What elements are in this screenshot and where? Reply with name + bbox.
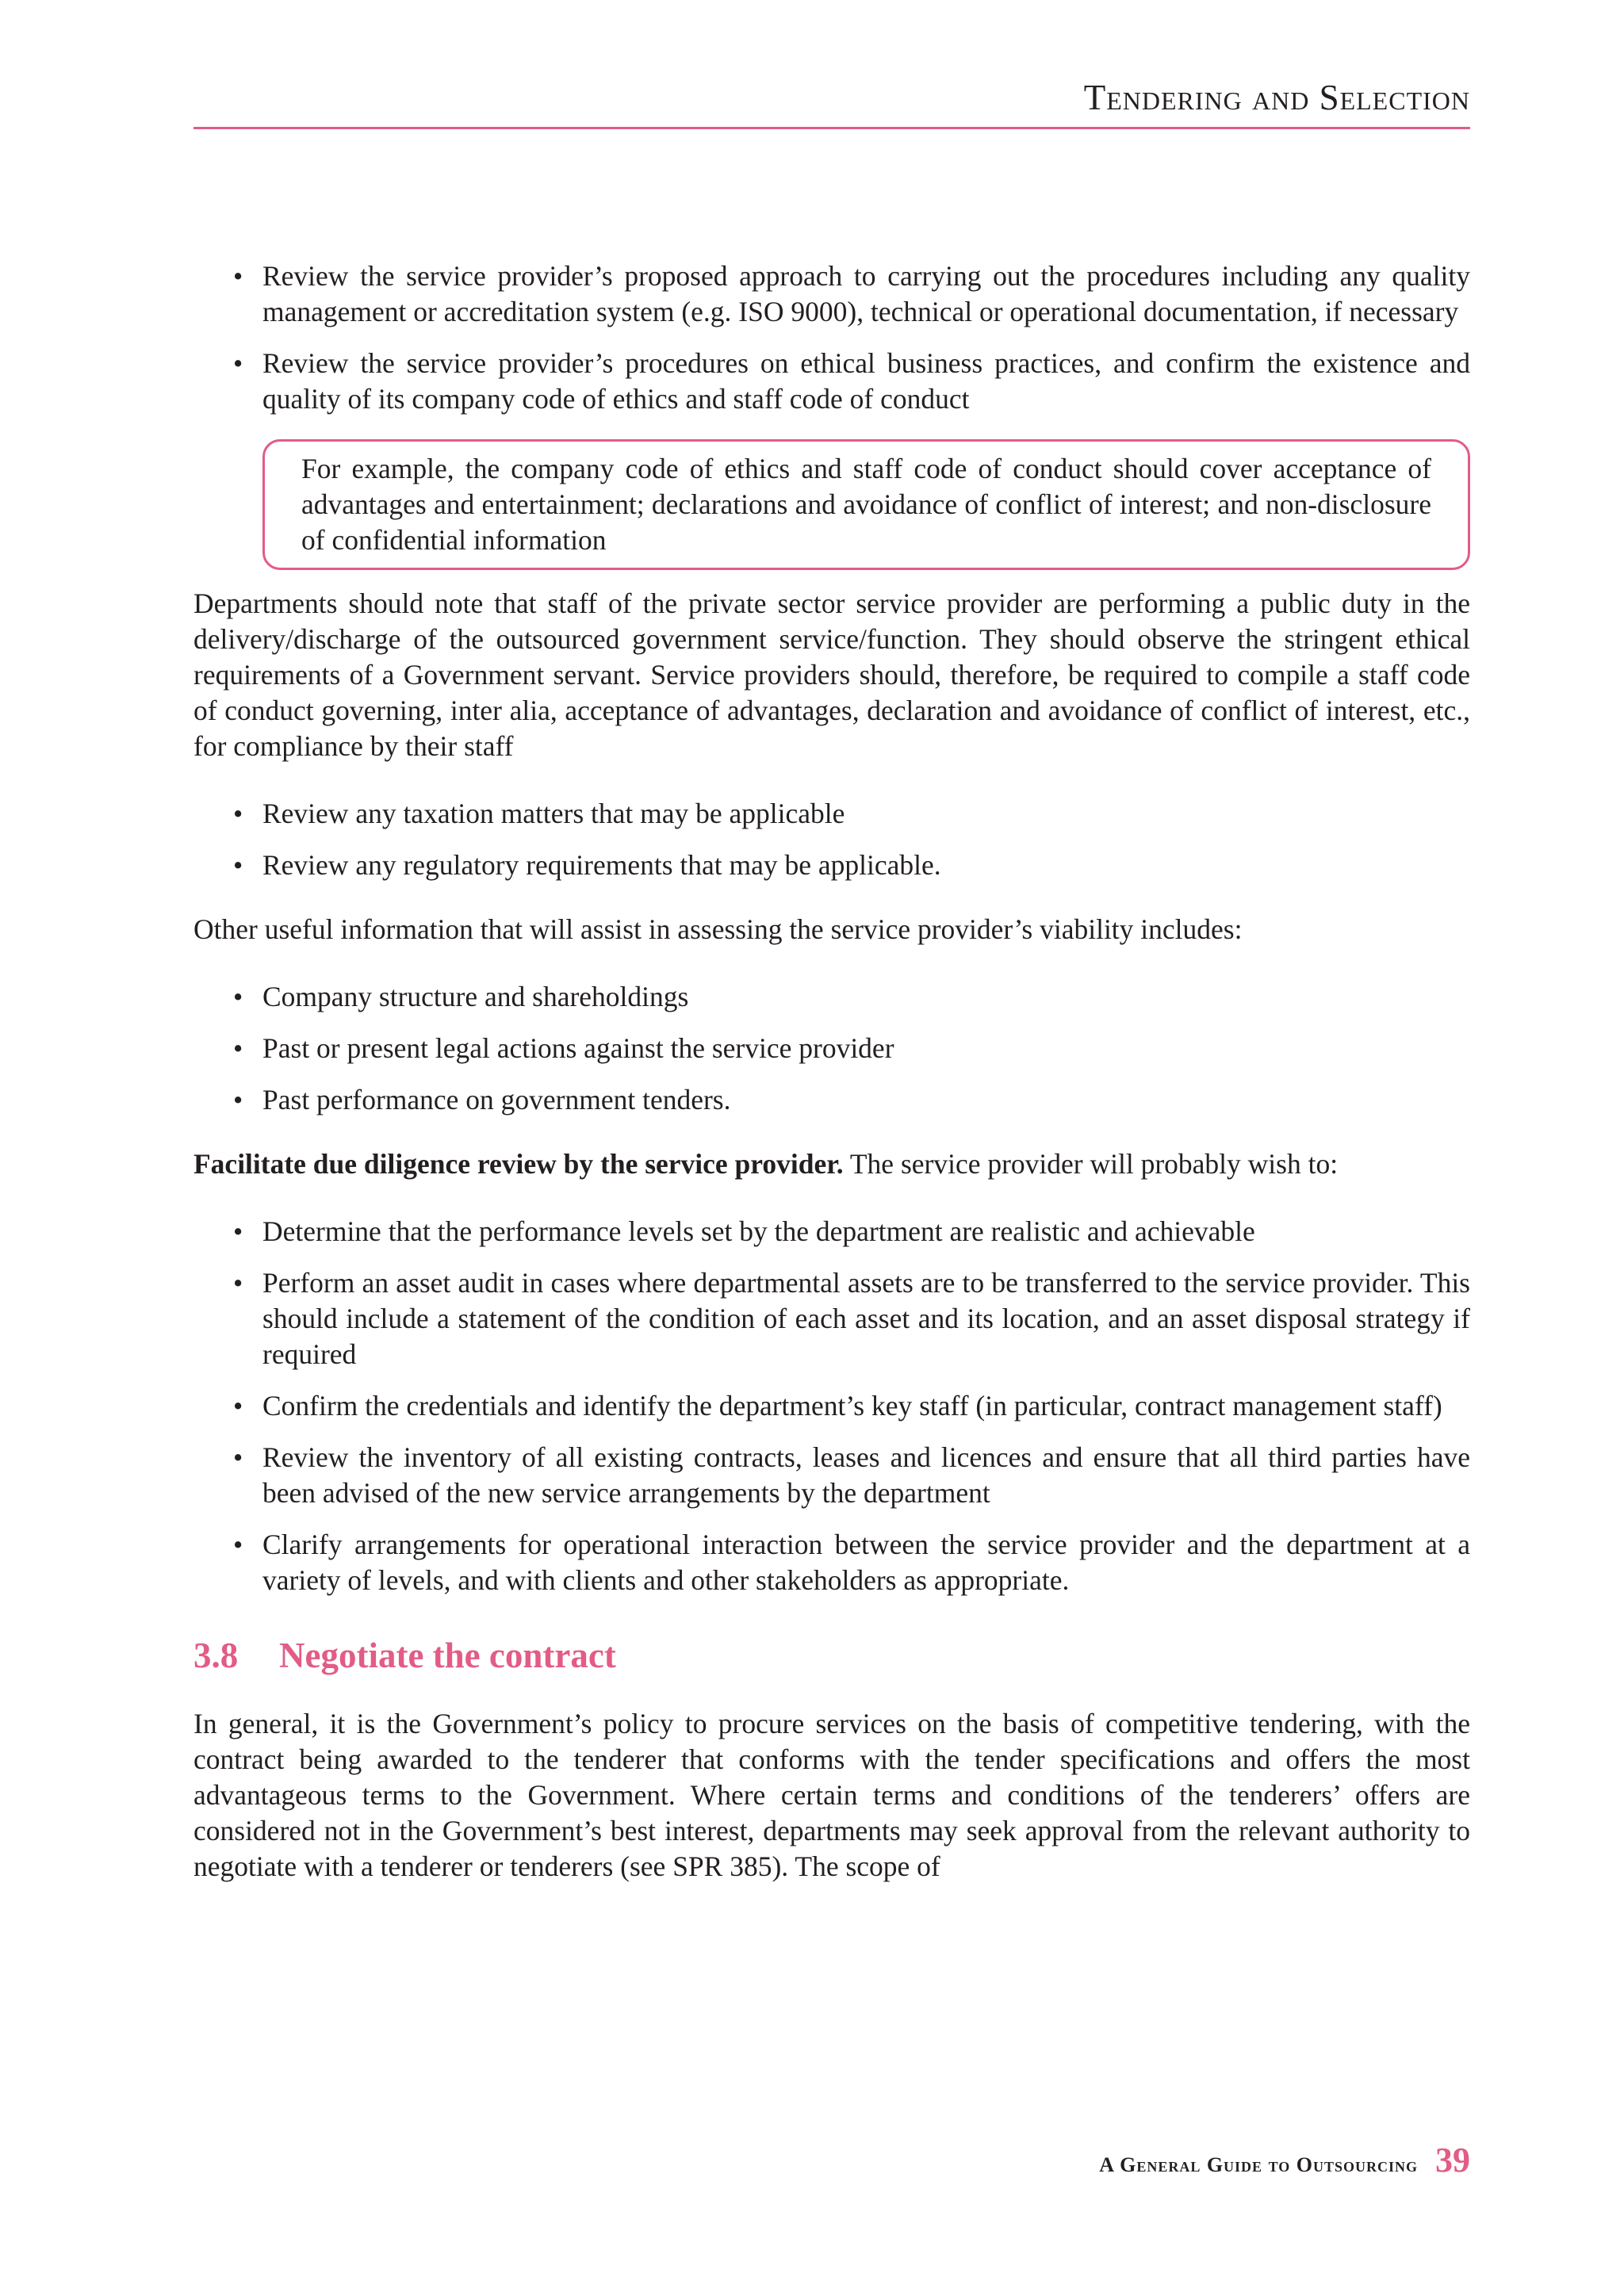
section-number: 3.8 bbox=[193, 1636, 239, 1675]
paragraph-departments: Departments should note that staff of the private sector service provider are performing a public duty in the delivery/discharge of the outsourced government service/function. They should observe the stringent ethical requirements of a Government servant. Service providers should, therefore, be required to compile a staff code of conduct governing, inter alia, acceptance of advantages, declaration and avoidance of conflict of interest, etc., for compliance by their staff bbox=[193, 587, 1470, 762]
running-header: Tendering and Selection bbox=[1083, 78, 1470, 117]
list-item: • Review any regulatory requirements that may be applicable. bbox=[262, 848, 1470, 883]
section-heading bbox=[193, 1633, 1470, 1678]
viability-bullet-list bbox=[193, 979, 1470, 1118]
list-item: • Clarify arrangements for operational interaction between the service provider and the department at a variety of levels, and with clients and other stakeholders as appropriate. bbox=[262, 1527, 1470, 1598]
list-item: • Past performance on government tenders. bbox=[262, 1082, 1470, 1118]
review-bullet-list bbox=[193, 258, 1470, 417]
list-item: • Confirm the credentials and identify the department’s key staff (in particular, contract management staff) bbox=[262, 1388, 1470, 1424]
due-diligence-bullet-list bbox=[193, 1214, 1470, 1598]
paragraph-general: In general, it is the Government’s policy to procure services on the basis of competitive tendering, with the contract being awarded to the tenderer that conforms with the tender specifications and offers the most advantageous terms to the Government. Where certain terms and conditions of the tenderers’ offers are considered not in the Government’s best interest, departments may seek approval from the relevant authority to negotiate with a tenderer or tenderers (see SPR 385). The scope of bbox=[193, 1708, 1470, 1882]
body-content bbox=[193, 258, 1470, 1885]
footer-guide-title: A General Guide to Outsourcing bbox=[1099, 2153, 1418, 2176]
paragraph-facilitate bbox=[193, 1146, 1470, 1182]
header-rule bbox=[193, 127, 1470, 129]
example-callout-box: For example, the company code of ethics and staff code of conduct should cover acceptance of advantages and entertainment; declarations and avoidance of conflict of interest; and non-disclosure of confidential information bbox=[262, 439, 1470, 570]
list-item: • Determine that the performance levels set by the department are realistic and achievable bbox=[262, 1214, 1470, 1249]
list-item: • Review any taxation matters that may be applicable bbox=[262, 796, 1470, 832]
list-item: • Review the inventory of all existing contracts, leases and licences and ensure that all third parties have been advised of the new service arrangements by the department bbox=[262, 1440, 1470, 1511]
list-item: • Review the service provider’s proposed approach to carrying out the procedures including any quality management or accreditation system (e.g. ISO 9000), technical or operational documentation, if necessary bbox=[262, 258, 1470, 330]
paragraph-other-info: Other useful information that will assist in assessing the service provider’s viability includes: bbox=[193, 913, 1243, 945]
review-bullet-list-2 bbox=[193, 796, 1470, 883]
list-item: • Review the service provider’s procedures on ethical business practices, and confirm the existence and quality of its company code of ethics and staff code of conduct bbox=[262, 346, 1470, 417]
page-number: 39 bbox=[1435, 2141, 1470, 2179]
paragraph-lead-in: Facilitate due diligence review by the service provider. bbox=[193, 1148, 844, 1180]
page-footer bbox=[872, 2141, 1470, 2188]
paragraph-text: The service provider will probably wish to: bbox=[843, 1148, 1339, 1180]
list-item: • Perform an asset audit in cases where departmental assets are to be transferred to the service provider. This should include a statement of the condition of each asset and its location, and an asset disposal strategy if required bbox=[262, 1265, 1470, 1372]
section-title: Negotiate the contract bbox=[279, 1636, 616, 1675]
list-item: • Past or present legal actions against the service provider bbox=[262, 1031, 1470, 1066]
list-item: • Company structure and shareholdings bbox=[262, 979, 1470, 1015]
